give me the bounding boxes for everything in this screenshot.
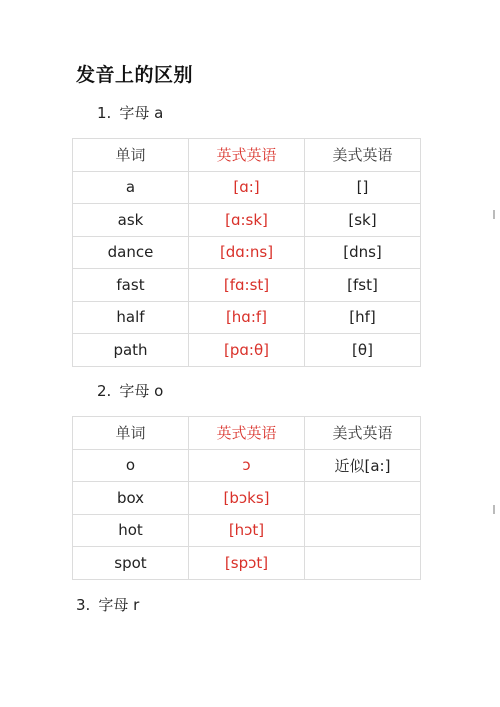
word-cell: half <box>73 301 189 334</box>
british-pronunciation-cell: ɔ <box>189 449 305 482</box>
american-pronunciation-cell: [θ] <box>305 334 421 367</box>
word-cell: ask <box>73 204 189 237</box>
british-pronunciation-cell: [pɑ:θ] <box>189 334 305 367</box>
british-pronunciation-cell: [ɑ:sk] <box>189 204 305 237</box>
word-cell: box <box>73 482 189 515</box>
page-edge-mark <box>493 505 495 514</box>
word-cell: fast <box>73 269 189 302</box>
table-row <box>73 236 421 269</box>
section-number: 2. <box>97 382 112 400</box>
british-pronunciation-cell: [fɑ:st] <box>189 269 305 302</box>
section-heading-o <box>97 380 163 401</box>
word-cell: hot <box>73 514 189 547</box>
british-pronunciation-cell: [dɑ:ns] <box>189 236 305 269</box>
header-american: 美式英语 <box>305 417 421 450</box>
table-row <box>73 482 421 515</box>
header-british: 英式英语 <box>189 417 305 450</box>
section-heading-r <box>76 594 139 615</box>
page-title: 发音上的区别 <box>76 64 194 86</box>
section-label: 字母 a <box>119 104 164 122</box>
table-row <box>73 547 421 580</box>
letter-a-table <box>72 138 421 367</box>
letter-o-table <box>72 416 421 580</box>
american-pronunciation-cell: 近似[a:] <box>305 449 421 482</box>
section-label: 字母 r <box>98 596 140 614</box>
word-cell: path <box>73 334 189 367</box>
header-american: 美式英语 <box>305 139 421 172</box>
page-edge-mark <box>493 210 495 219</box>
section-number: 1. <box>97 104 112 122</box>
table-row <box>73 204 421 237</box>
american-pronunciation-cell: [sk] <box>305 204 421 237</box>
american-pronunciation-cell: [] <box>305 171 421 204</box>
british-pronunciation-cell: [spɔt] <box>189 547 305 580</box>
section-heading-a <box>97 102 163 123</box>
table-header-row <box>73 139 421 172</box>
british-pronunciation-cell: [ɑ:] <box>189 171 305 204</box>
word-cell: spot <box>73 547 189 580</box>
american-pronunciation-cell: [hf] <box>305 301 421 334</box>
table-row <box>73 449 421 482</box>
table-row <box>73 514 421 547</box>
word-cell: a <box>73 171 189 204</box>
table-row <box>73 171 421 204</box>
table-row <box>73 301 421 334</box>
american-pronunciation-cell <box>305 482 421 515</box>
word-cell: dance <box>73 236 189 269</box>
british-pronunciation-cell: [bɔks] <box>189 482 305 515</box>
header-british: 英式英语 <box>189 139 305 172</box>
section-number: 3. <box>76 596 91 614</box>
table-header-row <box>73 417 421 450</box>
british-pronunciation-cell: [hɔt] <box>189 514 305 547</box>
american-pronunciation-cell: [dns] <box>305 236 421 269</box>
american-pronunciation-cell <box>305 514 421 547</box>
table-row <box>73 269 421 302</box>
header-word: 单词 <box>73 139 189 172</box>
header-word: 单词 <box>73 417 189 450</box>
british-pronunciation-cell: [hɑ:f] <box>189 301 305 334</box>
table-row <box>73 334 421 367</box>
word-cell: o <box>73 449 189 482</box>
american-pronunciation-cell: [fst] <box>305 269 421 302</box>
american-pronunciation-cell <box>305 547 421 580</box>
section-label: 字母 o <box>119 382 164 400</box>
